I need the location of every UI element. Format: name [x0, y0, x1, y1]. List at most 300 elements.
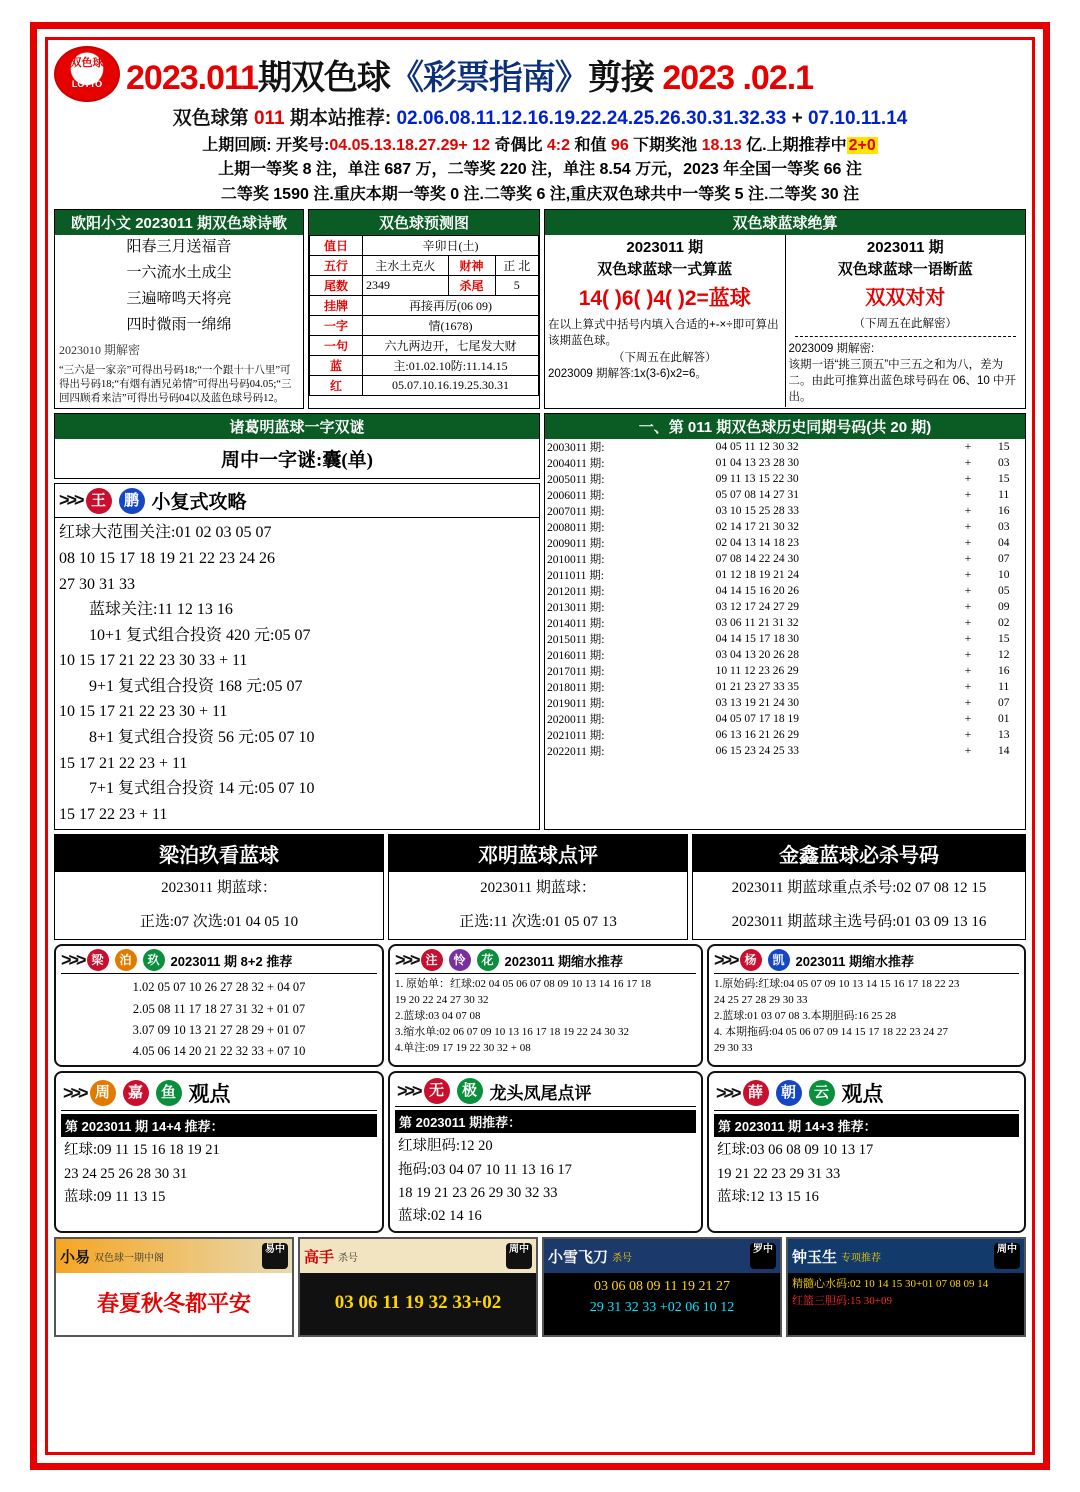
name-char-2: 泊	[115, 949, 137, 971]
hist-nums-2: 09 11 13 15 22 30	[715, 473, 799, 486]
hist-plus-18: +	[964, 729, 972, 742]
table-row	[310, 356, 539, 376]
name-char-1: 注	[421, 949, 443, 971]
hist-nums-5: 02 14 17 21 30 32	[715, 521, 799, 534]
strip-gaoshou-body: 03 06 11 19 32 33+02	[300, 1273, 536, 1335]
hist-plus-19: +	[964, 745, 972, 758]
xcy-line-2: 蓝球:12 13 15 16	[717, 1188, 819, 1205]
poem-sub-text: “三六是一家亲”可得出号码18;“一个跟十十八里”可得出号码18;“有烟有酒兄弟情”可得出号码04.05;“三回四顾肴来洁”可得出号码04以及蓝色球号码12。	[59, 364, 292, 405]
box-yangkai	[707, 944, 1026, 1067]
history-box	[544, 413, 1026, 830]
wangpeng-box	[54, 483, 540, 830]
hist-blue-3: 11	[998, 489, 1010, 502]
expert-dengming	[388, 834, 688, 940]
hist-blue-4: 16	[997, 505, 1010, 518]
review-blue: 12	[467, 136, 495, 154]
yk-line-0: 1.原始码:红球:04 05 07 09 10 13 14 15 16 17 18 22 23	[714, 978, 960, 991]
hist-nums-13: 03 04 13 20 26 28	[715, 649, 799, 662]
box-zhulianhua-header	[395, 949, 696, 974]
zys-line-1: 红篮三胆码:15 30+09	[792, 1294, 893, 1307]
name-char-1: 周	[90, 1080, 116, 1106]
hist-period-14: 2017011 期:	[547, 666, 605, 679]
right-subtitle: 双色球蓝球一语断蓝	[837, 261, 973, 279]
hist-period-5: 2008011 期:	[547, 522, 605, 535]
strip-xiaoyi-sub: 双色球一期中阁	[94, 1252, 165, 1264]
box-zhulianhua-subtitle: 2023011 期缩水推荐	[504, 953, 624, 969]
name-char-3: 玖	[143, 949, 165, 971]
hist-period-15: 2018011 期:	[547, 682, 605, 695]
hist-nums-8: 01 12 18 19 21 24	[715, 569, 799, 582]
hist-nums-16: 03 13 19 21 24 30	[715, 697, 799, 710]
review-pool: 18.13	[697, 136, 747, 154]
opinion-wuji-header	[395, 1076, 696, 1107]
right-decode-text: 该期一语“挑三顶五”中三五之和为八，差为二。由此可推算出蓝色球号码在 06、10 中开出。	[788, 359, 1016, 404]
hist-nums-11: 03 06 11 21 31 32	[715, 617, 799, 630]
chevron-right-icon: >>>	[63, 1082, 86, 1103]
rec-blue-numbers: 07.10.11.14	[808, 108, 908, 129]
opinion-wuji-banner: 第 2023011 期推荐：	[395, 1110, 696, 1133]
hist-period-0: 2003011 期:	[547, 442, 605, 455]
expert-liangboju	[54, 834, 384, 940]
hist-plus-15: +	[964, 681, 972, 694]
opinion-zhoujiayu-body	[61, 1139, 377, 1209]
review-hit-label: 亿.上期推荐中	[746, 136, 847, 154]
logo-line1: 双色球	[70, 57, 104, 69]
hist-period-12: 2015011 期:	[547, 634, 605, 647]
wangpeng-title: 小复式攻略	[151, 492, 247, 514]
zlh-line-4: 4.单注:09 17 19 22 30 32 + 08	[395, 1042, 531, 1055]
predict-red-value: 05.07.10.16.19.25.30.31	[363, 376, 539, 396]
hist-nums-6: 02 04 13 14 18 23	[715, 537, 799, 550]
opinion-xuechaoyun	[707, 1071, 1026, 1233]
name-char-1: 无	[424, 1078, 450, 1104]
strip-gaoshou-header	[300, 1239, 536, 1273]
last-period-review	[54, 135, 1026, 157]
blue-absolute-right	[786, 235, 1026, 407]
right-decode-title: 2023009 期解密:	[788, 343, 875, 356]
history-table	[545, 439, 1025, 759]
opinion-xuechaoyun-banner: 第 2023011 期 14+3 推荐：	[714, 1114, 1019, 1137]
right-note: （下周五在此解密）	[853, 317, 957, 330]
hist-plus-3: +	[964, 489, 972, 502]
hist-plus-13: +	[964, 649, 972, 662]
zlh-line-2: 2.蓝球:03 04 07 08	[395, 1010, 481, 1023]
opinion-wuji-title: 龙头凤尾点评	[489, 1083, 592, 1103]
wj-line-1: 拖码:03 04 07 10 11 13 16 17	[398, 1161, 572, 1178]
rec-label1: 双色球第	[172, 108, 254, 129]
hist-blue-18: 13	[997, 729, 1010, 742]
name-char-1: 杨	[740, 949, 762, 971]
predict-label-1: 五行	[310, 256, 363, 276]
hist-plus-14: +	[964, 665, 972, 678]
hist-period-6: 2009011 期:	[547, 538, 605, 551]
table-row	[545, 663, 1025, 679]
box-liangboju	[54, 944, 384, 1067]
prize-line-1: 上期一等奖 8 注，单注 687 万，二等奖 220 注，单注 8.54 万元，2023 年全国一等奖 66 注	[218, 161, 862, 179]
jinxin-title: 金鑫蓝球必杀号码	[693, 835, 1025, 872]
hist-nums-14: 10 11 12 23 26 29	[715, 665, 799, 678]
riddle-body: 周中一字谜:囊(单)	[221, 450, 373, 472]
table-row	[545, 567, 1025, 583]
lbj-line-2: 3.07 09 10 13 21 27 28 29 + 01 07	[132, 1022, 306, 1037]
title-date: 2023 .02.1	[662, 58, 814, 97]
hist-plus-9: +	[964, 585, 972, 598]
predict-label-4: 一字	[310, 316, 363, 336]
box-liangboju-header	[61, 949, 377, 974]
strip-xiaoyi-badge: 易中	[262, 1243, 288, 1269]
box-zhulianhua	[388, 944, 703, 1067]
strip-xiaoyi	[54, 1237, 294, 1337]
opinion-wuji-body	[395, 1135, 696, 1228]
left-text: 在以上算式中括号内填入合适的+-×÷即可算出该期蓝色球。	[548, 319, 779, 348]
predict-label2-1: 财神	[448, 256, 495, 276]
table-row	[545, 583, 1025, 599]
predict-value-5: 六九两边开，七尾发大财	[363, 336, 539, 356]
predict-title: 双色球预测图	[309, 210, 539, 235]
review-sum: 96	[606, 136, 634, 154]
review-sum-label: 和值	[574, 136, 607, 154]
hist-nums-15: 01 21 23 27 33 35	[715, 681, 799, 694]
liangboju-title: 梁泊玖看蓝球	[55, 835, 383, 872]
name-char-2: 凯	[768, 949, 790, 971]
poem-box	[54, 209, 304, 409]
opinion-xuechaoyun-header	[714, 1076, 1019, 1111]
opinion-zhoujiayu	[54, 1071, 384, 1233]
wp-line-3: 蓝球关注:11 12 13 16	[89, 601, 233, 619]
hist-period-8: 2011011 期:	[547, 570, 604, 583]
wp-line-8: 8+1 复式组合投资 56 元:05 07 10	[89, 729, 315, 747]
hist-period-11: 2014011 期:	[547, 618, 605, 631]
blue-absolute-columns	[545, 235, 1025, 407]
lbj-line-3: 4.05 06 14 20 21 22 32 33 + 07 10	[132, 1044, 306, 1059]
hist-period-17: 2020011 期:	[547, 714, 605, 727]
lbj-line-1: 2.05 08 11 17 18 27 31 32 + 01 07	[132, 1001, 306, 1016]
right-period: 2023011 期	[866, 239, 944, 257]
table-row	[310, 316, 539, 336]
table-row	[545, 679, 1025, 695]
name-char-2: 鹏	[119, 488, 145, 514]
blue-absolute-box	[544, 209, 1026, 409]
hist-period-3: 2006011 期:	[547, 490, 605, 503]
table-row	[545, 471, 1025, 487]
logo-line2: UNION	[75, 70, 99, 79]
strip-xiaoxue-badge: 罗中	[750, 1243, 776, 1269]
right-big-phrase: 双双对对	[865, 286, 946, 309]
yk-line-3: 4. 本期拖码:04 05 06 07 09 14 15 17 18 22 23 24 27	[714, 1026, 949, 1039]
rec-period: 011	[253, 108, 285, 129]
chevron-right-icon: >>>	[59, 490, 82, 511]
strip-zhong-sub: 专项推荐	[841, 1252, 882, 1264]
predict-value2-2: 5	[495, 276, 538, 296]
poster-header	[54, 44, 1026, 104]
jinxin-line1: 2023011 期蓝球重点杀号:02 07 08 12 15	[731, 880, 987, 897]
strip-gaoshou-sub: 杀号	[338, 1252, 359, 1264]
hist-blue-2: 15	[997, 473, 1010, 486]
table-row	[545, 503, 1025, 519]
hist-blue-19: 14	[997, 745, 1010, 758]
hist-period-4: 2007011 期:	[547, 506, 605, 519]
table-row	[545, 727, 1025, 743]
yk-line-2: 2.蓝球:01 03 07 08 3.本期胆码:16 25 28	[714, 1010, 897, 1023]
strip-xiaoxue-body	[544, 1273, 780, 1335]
name-char-2: 怜	[449, 949, 471, 971]
hist-period-2: 2005011 期:	[547, 474, 605, 487]
hist-nums-10: 03 12 17 24 27 29	[715, 601, 799, 614]
xcy-line-0: 红球:03 06 08 09 10 13 17	[717, 1142, 874, 1159]
hist-plus-16: +	[964, 697, 972, 710]
hist-nums-3: 05 07 08 14 27 31	[715, 489, 799, 502]
hist-nums-4: 03 10 15 25 28 33	[715, 505, 799, 518]
blue-absolute-title: 双色球蓝球绝算	[545, 210, 1025, 235]
table-row	[545, 439, 1025, 455]
liangboju-line1: 2023011 期蓝球：	[161, 880, 277, 897]
hist-blue-6: 04	[997, 537, 1010, 550]
predict-label-5: 一句	[310, 336, 363, 356]
zjy-line-2: 蓝球:09 11 13 15	[64, 1188, 166, 1205]
yk-line-4: 29 30 33	[714, 1042, 753, 1055]
predict-label-0: 值日	[310, 236, 363, 256]
name-char-3: 花	[477, 949, 499, 971]
xcy-line-1: 19 21 22 23 29 31 33	[717, 1165, 841, 1182]
wp-line-5: 10 15 17 21 22 23 30 33 + 11	[59, 652, 248, 670]
left-answer: 2023009 期解答:1x(3-6)x2=6。	[548, 367, 707, 380]
poem-line-4: 四时微雨一绵绵	[126, 316, 232, 333]
name-char-2: 嘉	[123, 1080, 149, 1106]
box-liangboju-body	[61, 977, 377, 1062]
poster-inner	[45, 37, 1035, 1455]
table-row	[545, 743, 1025, 759]
table-row	[545, 711, 1025, 727]
opinion-zhoujiayu-banner: 第 2023011 期 14+4 推荐：	[61, 1114, 377, 1137]
wp-line-6: 9+1 复式组合投资 168 元:05 07	[89, 677, 303, 695]
hist-plus-6: +	[964, 537, 972, 550]
strip-gaoshou-name: 高手	[304, 1248, 335, 1266]
wangpeng-body	[55, 518, 539, 829]
row-poem-predict-blue	[54, 209, 1026, 409]
strip-zhong-badge: 周中	[994, 1243, 1020, 1269]
poem-line-1: 阳春三月送福音	[126, 239, 232, 256]
hist-plus-4: +	[964, 505, 972, 518]
wp-line-1: 08 10 15 17 18 19 21 22 23 24 26	[59, 549, 275, 567]
row-blue-experts	[54, 834, 1026, 940]
row-three-recommend-boxes	[54, 944, 1026, 1067]
hist-period-10: 2013011 期:	[547, 602, 605, 615]
hist-plus-7: +	[964, 553, 972, 566]
logo-line3: LOTTO	[71, 79, 103, 89]
poem-line-3: 三遍啼鸣天将亮	[126, 290, 232, 307]
predict-value-2: 2349	[363, 276, 449, 296]
name-char-3: 云	[809, 1080, 835, 1106]
title-text1: 期双色球	[257, 58, 390, 97]
poster-outer-border	[30, 22, 1050, 1470]
name-char-1: 梁	[87, 949, 109, 971]
jinxin-line2: 2023011 期蓝球主选号码:01 03 09 13 16	[731, 913, 987, 930]
hist-blue-7: 07	[997, 553, 1010, 566]
predict-label-3: 挂牌	[310, 296, 363, 316]
hist-plus-11: +	[964, 617, 972, 630]
row-riddle-history	[54, 413, 1026, 830]
wj-line-2: 18 19 21 23 26 29 30 32 33	[398, 1184, 558, 1201]
hist-plus-17: +	[964, 713, 972, 726]
yk-line-1: 24 25 27 28 29 30 33	[714, 994, 808, 1007]
hist-blue-8: 10	[997, 569, 1010, 582]
predict-red-label: 红	[310, 376, 363, 396]
title-text2: 剪接	[587, 58, 654, 97]
title-guide: 《彩票指南》	[389, 58, 588, 97]
poem-title: 欧阳小文 2023011 期双色球诗歌	[55, 210, 303, 235]
wp-line-10: 7+1 复式组合投资 14 元:05 07 10	[89, 780, 315, 798]
page-title	[126, 50, 813, 99]
rec-label2: 期本站推荐:	[284, 108, 397, 129]
predict-value-0: 辛卯日(土)	[363, 236, 539, 256]
blue-absolute-left	[545, 235, 786, 407]
left-period: 2023011 期	[626, 239, 704, 257]
box-yangkai-header	[714, 949, 1019, 974]
opinion-xuechaoyun-title: 观点	[841, 1083, 884, 1107]
review-oddeven: 4:2	[542, 136, 575, 154]
name-char-2: 朝	[776, 1080, 802, 1106]
strip-xiaoyi-header	[56, 1239, 292, 1273]
predict-table	[309, 235, 539, 396]
hist-blue-10: 09	[997, 601, 1010, 614]
divider	[795, 336, 1017, 337]
hist-period-9: 2012011 期:	[547, 586, 605, 599]
opinion-zhoujiayu-header	[61, 1076, 377, 1111]
opinion-zhoujiayu-title: 观点	[188, 1083, 231, 1107]
hist-period-18: 2021011 期:	[547, 730, 605, 743]
predict-box	[308, 209, 540, 409]
hist-blue-11: 02	[997, 617, 1010, 630]
table-row	[545, 615, 1025, 631]
review-numbers: 04.05.13.18.27.29+	[329, 136, 468, 154]
hist-period-16: 2019011 期:	[547, 698, 605, 711]
zys-line-0: 精髓心水码:02 10 14 15 30+01 07 08 09 14	[792, 1278, 989, 1291]
poem-sub-title: 2023010 期解密	[59, 343, 141, 358]
history-title: 一、第 011 期双色球历史同期号码(共 20 期)	[545, 414, 1025, 439]
hist-nums-12: 04 14 15 17 18 30	[715, 633, 799, 646]
table-row	[310, 276, 539, 296]
wp-line-2: 27 30 31 33	[59, 575, 135, 593]
zlh-line-0: 1. 原始单：红球:02 04 05 06 07 08 09 10 13 14 16 17 18	[395, 978, 652, 991]
wp-line-4: 10+1 复式组合投资 420 元:05 07	[89, 626, 311, 644]
wp-line-11: 15 17 22 23 + 11	[59, 805, 168, 823]
hist-period-7: 2010011 期:	[547, 554, 605, 567]
hist-nums-7: 07 08 14 22 24 30	[715, 553, 799, 566]
hist-blue-9: 05	[997, 585, 1010, 598]
strip-xiaoyi-name: 小易	[60, 1248, 91, 1266]
lbj-line-0: 1.02 05 07 10 26 27 28 32 + 04 07	[132, 980, 306, 995]
site-recommend-line	[54, 106, 1026, 132]
left-formula: 14( )6( )4( )2=蓝球	[578, 286, 751, 310]
review-pool-label: 下期奖池	[633, 136, 698, 154]
name-char-3: 鱼	[156, 1080, 182, 1106]
table-row	[545, 647, 1025, 663]
hist-plus-8: +	[964, 569, 972, 582]
chevron-right-icon: >>>	[397, 1080, 420, 1101]
chevron-right-icon: >>>	[61, 949, 84, 970]
hist-blue-12: 15	[997, 633, 1010, 646]
wj-line-0: 红球胆码:12 20	[398, 1138, 493, 1155]
table-row	[545, 695, 1025, 711]
hist-blue-15: 11	[998, 681, 1010, 694]
row-opinions	[54, 1071, 1026, 1233]
predict-value-4: 情(1678)	[363, 316, 539, 336]
zjy-line-1: 23 24 25 26 28 30 31	[64, 1165, 188, 1182]
xx-line-0: 03 06 08 09 11 19 21 27	[594, 1279, 730, 1295]
hist-plus-5: +	[964, 521, 972, 534]
opinion-xuechaoyun-body	[714, 1139, 1019, 1209]
poem-line-2: 一六流水土成尘	[126, 265, 232, 282]
wp-line-9: 15 17 21 22 23 + 11	[59, 754, 188, 772]
opinion-wuji	[388, 1071, 703, 1233]
table-row	[310, 296, 539, 316]
row-bottom-strips	[54, 1237, 1026, 1337]
strip-zhong-name: 钟玉生	[792, 1248, 838, 1266]
expert-jinxin	[692, 834, 1026, 940]
riddle-box	[54, 413, 540, 479]
hist-blue-17: 01	[997, 713, 1010, 726]
hist-blue-14: 16	[997, 665, 1010, 678]
wj-line-3: 蓝球:02 14 16	[398, 1208, 482, 1225]
hist-plus-10: +	[964, 601, 972, 614]
strip-xiaoxue-header	[544, 1239, 780, 1273]
hist-blue-5: 03	[997, 521, 1010, 534]
hist-blue-16: 07	[997, 697, 1010, 710]
rec-red-numbers: 02.06.08.11.12.16.19.22.24.25.26.30.31.32.33	[396, 108, 787, 129]
predict-value2-1: 正 北	[495, 256, 538, 276]
wp-line-0: 红球大范围关注:01 02 03 05 07	[59, 524, 272, 542]
table-row	[545, 599, 1025, 615]
hist-plus-2: +	[964, 473, 972, 486]
hist-nums-0: 04 05 11 12 30 32	[715, 441, 799, 454]
zjy-line-0: 红球:09 11 15 16 18 19 21	[64, 1142, 220, 1159]
strip-gaoshou	[298, 1237, 538, 1337]
hist-nums-9: 04 14 15 16 20 26	[715, 585, 799, 598]
hist-plus-0: +	[964, 441, 972, 454]
hist-blue-0: 15	[997, 441, 1010, 454]
table-row	[545, 519, 1025, 535]
strip-xiaoxue-sub: 杀号	[612, 1252, 633, 1264]
riddle-title: 诸葛明蓝球一字双谜	[55, 414, 539, 439]
table-row	[545, 455, 1025, 471]
hist-plus-1: +	[964, 457, 972, 470]
predict-blue-value: 主:01.02.10防:11.14.15	[363, 356, 539, 376]
table-row	[545, 487, 1025, 503]
name-char-2: 极	[457, 1078, 483, 1104]
box-yangkai-subtitle: 2023011 期缩水推荐	[795, 953, 915, 969]
dengming-title: 邓明蓝球点评	[389, 835, 687, 872]
left-column	[54, 413, 540, 830]
table-row	[310, 256, 539, 276]
left-note: （下周五在此解答）	[613, 351, 717, 364]
wp-line-7: 10 15 17 21 22 23 30 + 11	[59, 703, 228, 721]
hist-nums-17: 04 05 07 17 18 19	[715, 713, 799, 726]
union-lotto-logo	[54, 46, 120, 102]
strip-xiaoyi-body: 春夏秋冬都平安	[56, 1273, 292, 1335]
box-liangboju-subtitle: 2023011 期 8+2 推荐	[170, 953, 293, 969]
strip-zhong-header	[788, 1239, 1024, 1273]
box-yangkai-body	[714, 977, 1019, 1057]
table-row	[545, 551, 1025, 567]
hist-blue-13: 12	[997, 649, 1010, 662]
table-row	[310, 376, 539, 396]
hist-nums-19: 06 15 23 24 25 33	[715, 745, 799, 758]
zlh-line-1: 19 20 22 24 27 30 32	[395, 994, 489, 1007]
dengming-line2: 正选:11 次选:01 05 07 13	[459, 913, 617, 930]
strip-xiaoxuefeidao	[542, 1237, 782, 1337]
table-row	[310, 236, 539, 256]
name-char-1: 王	[86, 488, 112, 514]
